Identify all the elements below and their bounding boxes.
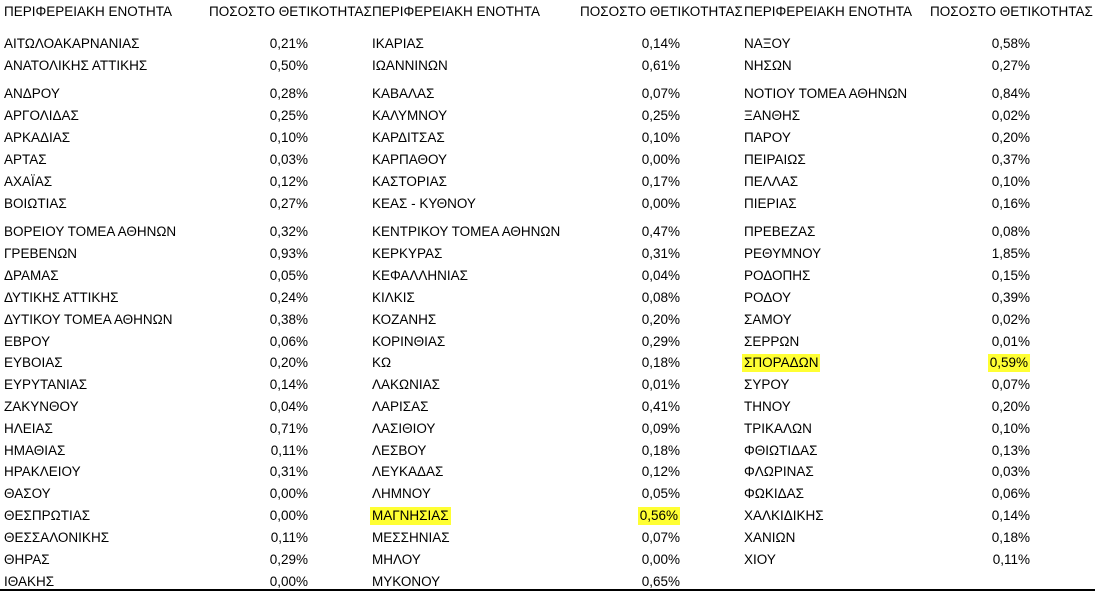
positivity-rate-cell: 0,27% xyxy=(269,196,308,211)
region-name-cell: ΙΩΑΝΝΙΝΩΝ xyxy=(372,58,448,73)
region-name-cell: ΑΝΔΡΟΥ xyxy=(4,86,60,101)
region-name-cell: ΗΡΑΚΛΕΙΟΥ xyxy=(4,464,81,479)
positivity-rate-cell: 0,05% xyxy=(269,268,308,283)
region-name-cell: ΑΡΤΑΣ xyxy=(4,152,47,167)
region-name-cell: ΧΙΟΥ xyxy=(744,552,776,567)
region-name-cell: ΣΥΡΟΥ xyxy=(744,377,790,392)
positivity-rate-cell: 0,12% xyxy=(269,174,308,189)
region-name-cell: ΑΙΤΩΛΟΑΚΑΡΝΑΝΙΑΣ xyxy=(4,36,140,51)
positivity-rate-cell: 0,50% xyxy=(269,58,308,73)
positivity-rate-cell: 0,00% xyxy=(641,152,680,167)
region-name-cell: ΝΟΤΙΟΥ ΤΟΜΕΑ ΑΘΗΝΩΝ xyxy=(744,86,908,101)
region-name-cell: ΠΙΕΡΙΑΣ xyxy=(744,196,797,211)
positivity-rate-cell: 0,18% xyxy=(991,530,1030,545)
positivity-rate-cell: 0,14% xyxy=(991,508,1030,523)
region-name-cell-highlighted: ΜΑΓΝΗΣΙΑΣ xyxy=(372,508,449,523)
positivity-rate-cell: 0,39% xyxy=(991,290,1030,305)
positivity-rate-cell: 1,85% xyxy=(991,246,1030,261)
positivity-rate-cell: 0,01% xyxy=(991,334,1030,349)
positivity-rate-cell: 0,08% xyxy=(991,224,1030,239)
region-name-cell: ΣΕΡΡΩΝ xyxy=(744,334,800,349)
region-name-cell: ΝΑΞΟΥ xyxy=(744,36,791,51)
positivity-rate-cell: 0,13% xyxy=(991,443,1030,458)
region-name-cell: ΚΕΑΣ - ΚΥΘΝΟΥ xyxy=(372,196,476,211)
positivity-rate-cell: 0,08% xyxy=(641,290,680,305)
region-name-cell: ΜΗΛΟΥ xyxy=(372,552,421,567)
header-positivity-rate: ΠΟΣΟΣΤΟ ΘΕΤΙΚΟΤΗΤΑΣ xyxy=(209,4,372,19)
region-name-cell: ΡΟΔΟΠΗΣ xyxy=(744,268,811,283)
positivity-rate-cell: 0,10% xyxy=(269,130,308,145)
region-name-cell: ΜΥΚΟΝΟΥ xyxy=(372,574,441,589)
positivity-rate-cell: 0,28% xyxy=(269,86,308,101)
region-name-cell: ΚΑΣΤΟΡΙΑΣ xyxy=(372,174,447,189)
positivity-rate-cell: 0,17% xyxy=(641,174,680,189)
region-name-cell: ΠΑΡΟΥ xyxy=(744,130,791,145)
header-positivity-rate: ΠΟΣΟΣΤΟ ΘΕΤΙΚΟΤΗΤΑΣ xyxy=(580,4,743,19)
positivity-rate-cell: 0,20% xyxy=(991,399,1030,414)
positivity-rate-cell: 0,93% xyxy=(269,246,308,261)
region-name-cell: ΛΑΚΩΝΙΑΣ xyxy=(372,377,440,392)
region-name-cell: ΧΑΝΙΩΝ xyxy=(744,530,796,545)
positivity-rate-cell: 0,06% xyxy=(991,486,1030,501)
region-name-cell: ΚΙΛΚΙΣ xyxy=(372,290,415,305)
region-name-cell: ΑΡΚΑΔΙΑΣ xyxy=(4,130,71,145)
region-name-cell: ΕΥΒΟΙΑΣ xyxy=(4,355,63,370)
positivity-rate-cell: 0,03% xyxy=(269,152,308,167)
positivity-rate-cell: 0,47% xyxy=(641,224,680,239)
positivity-rate-cell: 0,25% xyxy=(269,108,308,123)
positivity-rate-cell: 0,21% xyxy=(269,36,308,51)
positivity-rate-cell: 0,07% xyxy=(641,86,680,101)
region-name-cell: ΘΑΣΟΥ xyxy=(4,486,51,501)
region-name-cell: ΔΥΤΙΚΟΥ ΤΟΜΕΑ ΑΘΗΝΩΝ xyxy=(4,312,173,327)
region-name-cell: ΦΩΚΙΔΑΣ xyxy=(744,486,804,501)
positivity-rate-cell: 0,04% xyxy=(269,399,308,414)
region-name-cell: ΚΑΡΔΙΤΣΑΣ xyxy=(372,130,445,145)
positivity-rate-cell: 0,38% xyxy=(269,312,308,327)
positivity-rate-cell: 0,09% xyxy=(641,421,680,436)
region-name-cell: ΗΜΑΘΙΑΣ xyxy=(4,443,66,458)
positivity-rate-cell: 0,01% xyxy=(641,377,680,392)
bottom-border xyxy=(0,589,1095,591)
region-name-cell: ΛΗΜΝΟΥ xyxy=(372,486,431,501)
positivity-rate-cell: 0,11% xyxy=(270,443,308,458)
region-name-cell: ΛΑΡΙΣΑΣ xyxy=(372,399,429,414)
positivity-rate-cell: 0,07% xyxy=(641,530,680,545)
positivity-rate-cell: 0,16% xyxy=(991,196,1030,211)
region-name-cell-highlighted: ΣΠΟΡΑΔΩΝ xyxy=(744,355,819,370)
region-name-cell: ΛΕΣΒΟΥ xyxy=(372,443,427,458)
positivity-rate-cell: 0,14% xyxy=(269,377,308,392)
positivity-rate-cell: 0,31% xyxy=(269,464,308,479)
positivity-rate-cell: 0,10% xyxy=(641,130,680,145)
positivity-rate-cell: 0,41% xyxy=(641,399,680,414)
header-region-name: ΠΕΡΙΦΕΡΕΙΑΚΗ ΕΝΟΤΗΤΑ xyxy=(744,4,913,19)
positivity-rate-cell-highlighted: 0,56% xyxy=(639,508,678,523)
positivity-rate-cell: 0,14% xyxy=(641,36,680,51)
positivity-rate-cell: 0,20% xyxy=(641,312,680,327)
region-name-cell: ΦΛΩΡΙΝΑΣ xyxy=(744,464,814,479)
region-name-cell: ΡΕΘΥΜΝΟΥ xyxy=(744,246,822,261)
positivity-rate-cell: 0,00% xyxy=(269,574,308,589)
region-name-cell: ΙΚΑΡΙΑΣ xyxy=(372,36,424,51)
positivity-rate-cell: 0,11% xyxy=(270,530,308,545)
positivity-rate-cell: 0,00% xyxy=(269,508,308,523)
positivity-rate-cell: 0,37% xyxy=(991,152,1030,167)
positivity-rate-cell: 0,12% xyxy=(641,464,680,479)
header-region-name: ΠΕΡΙΦΕΡΕΙΑΚΗ ΕΝΟΤΗΤΑ xyxy=(4,4,173,19)
positivity-rate-cell: 0,29% xyxy=(269,552,308,567)
region-name-cell: ΒΟΡΕΙΟΥ ΤΟΜΕΑ ΑΘΗΝΩΝ xyxy=(4,224,177,239)
region-name-cell: ΤΗΝΟΥ xyxy=(744,399,791,414)
positivity-rate-cell: 0,10% xyxy=(991,174,1030,189)
positivity-rate-cell: 0,02% xyxy=(991,108,1030,123)
positivity-rate-cell: 0,32% xyxy=(269,224,308,239)
positivity-rate-cell: 0,20% xyxy=(991,130,1030,145)
region-name-cell: ΛΕΥΚΑΔΑΣ xyxy=(372,464,444,479)
positivity-rate-cell: 0,58% xyxy=(991,36,1030,51)
region-name-cell: ΚΑΡΠΑΘΟΥ xyxy=(372,152,448,167)
positivity-rate-cell: 0,18% xyxy=(641,443,680,458)
region-name-cell: ΠΕΛΛΑΣ xyxy=(744,174,799,189)
positivity-rate-cell: 0,27% xyxy=(991,58,1030,73)
region-name-cell: ΛΑΣΙΘΙΟΥ xyxy=(372,421,436,436)
region-name-cell: ΑΧΑΪΑΣ xyxy=(4,174,53,189)
region-name-cell: ΔΡΑΜΑΣ xyxy=(4,268,59,283)
region-name-cell: ΦΘΙΩΤΙΔΑΣ xyxy=(744,443,818,458)
region-name-cell: ΕΥΡΥΤΑΝΙΑΣ xyxy=(4,377,88,392)
region-name-cell: ΙΘΑΚΗΣ xyxy=(4,574,55,589)
region-name-cell: ΚΕΦΑΛΛΗΝΙΑΣ xyxy=(372,268,469,283)
region-name-cell: ΧΑΛΚΙΔΙΚΗΣ xyxy=(744,508,824,523)
positivity-rate-cell: 0,61% xyxy=(641,58,680,73)
region-name-cell: ΜΕΣΣΗΝΙΑΣ xyxy=(372,530,450,545)
positivity-rate-cell: 0,65% xyxy=(641,574,680,589)
region-name-cell: ΓΡΕΒΕΝΩΝ xyxy=(4,246,78,261)
positivity-rate-cell: 0,29% xyxy=(641,334,680,349)
region-name-cell: ΡΟΔΟΥ xyxy=(744,290,792,305)
region-name-cell: ΠΡΕΒΕΖΑΣ xyxy=(744,224,816,239)
positivity-rate-cell: 0,06% xyxy=(269,334,308,349)
region-name-cell: ΣΑΜΟΥ xyxy=(744,312,792,327)
region-name-cell: ΝΗΣΩΝ xyxy=(744,58,792,73)
positivity-rate-cell: 0,00% xyxy=(641,196,680,211)
region-name-cell: ΖΑΚΥΝΘΟΥ xyxy=(4,399,79,414)
positivity-rate-cell: 0,18% xyxy=(641,355,680,370)
region-name-cell: ΚΕΝΤΡΙΚΟΥ ΤΟΜΕΑ ΑΘΗΝΩΝ xyxy=(372,224,561,239)
positivity-rate-cell: 0,84% xyxy=(991,86,1030,101)
region-name-cell: ΑΡΓΟΛΙΔΑΣ xyxy=(4,108,79,123)
positivity-rate-cell: 0,15% xyxy=(991,268,1030,283)
region-name-cell: ΞΑΝΘΗΣ xyxy=(744,108,801,123)
region-name-cell: ΚΩ xyxy=(372,355,392,370)
positivity-rate-cell: 0,05% xyxy=(641,486,680,501)
region-name-cell: ΘΗΡΑΣ xyxy=(4,552,50,567)
region-name-cell: ΕΒΡΟΥ xyxy=(4,334,51,349)
positivity-rate-cell: 0,03% xyxy=(991,464,1030,479)
positivity-rate-cell: 0,71% xyxy=(269,421,308,436)
positivity-rate-cell: 0,25% xyxy=(641,108,680,123)
region-name-cell: ΒΟΙΩΤΙΑΣ xyxy=(4,196,67,211)
region-name-cell: ΗΛΕΙΑΣ xyxy=(4,421,53,436)
positivity-rate-cell: 0,02% xyxy=(991,312,1030,327)
region-name-cell: ΘΕΣΠΡΩΤΙΑΣ xyxy=(4,508,91,523)
positivity-rate-cell: 0,07% xyxy=(991,377,1030,392)
header-region-name: ΠΕΡΙΦΕΡΕΙΑΚΗ ΕΝΟΤΗΤΑ xyxy=(372,4,541,19)
positivity-rate-cell: 0,31% xyxy=(641,246,680,261)
positivity-rate-cell: 0,24% xyxy=(269,290,308,305)
positivity-rate-cell: 0,10% xyxy=(991,421,1030,436)
region-name-cell: ΔΥΤΙΚΗΣ ΑΤΤΙΚΗΣ xyxy=(4,290,119,305)
region-name-cell: ΤΡΙΚΑΛΩΝ xyxy=(744,421,812,436)
header-positivity-rate: ΠΟΣΟΣΤΟ ΘΕΤΙΚΟΤΗΤΑΣ xyxy=(930,4,1093,19)
region-name-cell: ΚΟΖΑΝΗΣ xyxy=(372,312,437,327)
positivity-rate-cell: 0,00% xyxy=(269,486,308,501)
region-name-cell: ΘΕΣΣΑΛΟΝΙΚΗΣ xyxy=(4,530,110,545)
positivity-rate-cell: 0,04% xyxy=(641,268,680,283)
positivity-rate-cell: 0,20% xyxy=(269,355,308,370)
region-name-cell: ΚΑΛΥΜΝΟΥ xyxy=(372,108,448,123)
region-name-cell: ΠΕΙΡΑΙΩΣ xyxy=(744,152,806,167)
positivity-rate-cell: 0,00% xyxy=(641,552,680,567)
region-name-cell: ΚΕΡΚΥΡΑΣ xyxy=(372,246,443,261)
region-name-cell: ΚΟΡΙΝΘΙΑΣ xyxy=(372,334,446,349)
region-name-cell: ΑΝΑΤΟΛΙΚΗΣ ΑΤΤΙΚΗΣ xyxy=(4,58,148,73)
positivity-rate-cell-highlighted: 0,59% xyxy=(989,355,1028,370)
positivity-rate-cell: 0,11% xyxy=(992,552,1030,567)
region-name-cell: ΚΑΒΑΛΑΣ xyxy=(372,86,435,101)
